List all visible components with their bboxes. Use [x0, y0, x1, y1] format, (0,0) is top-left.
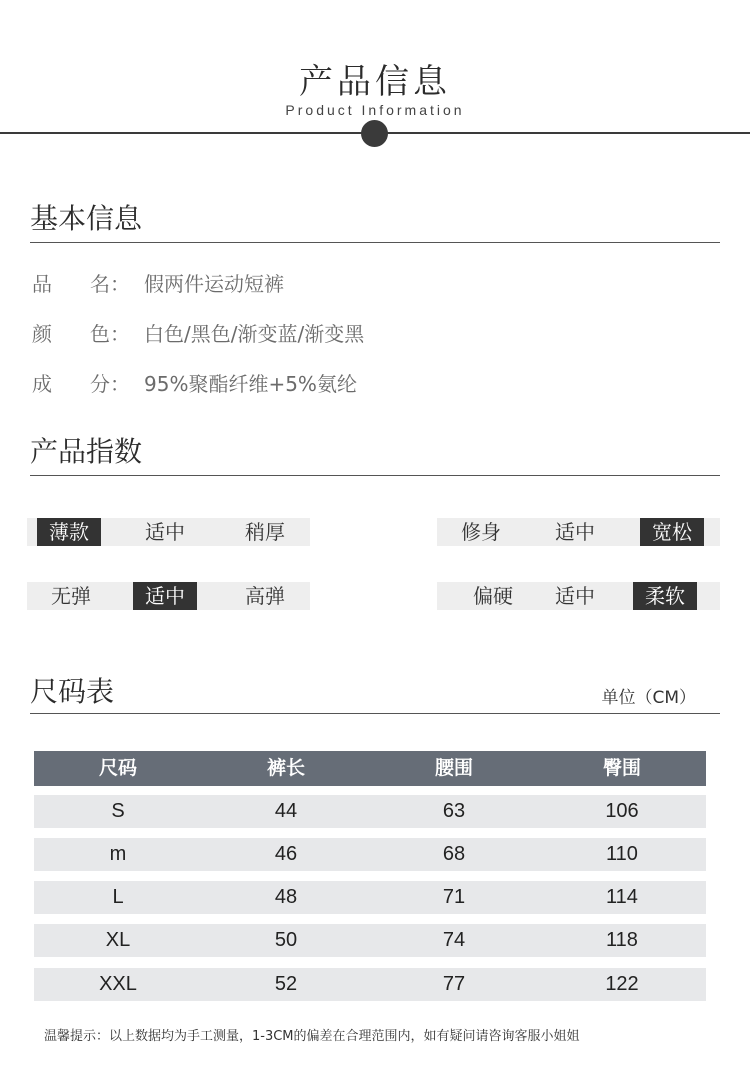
- table-row: [34, 881, 706, 914]
- fit-option-slim: 修身: [461, 520, 501, 544]
- size-table-header: [34, 751, 706, 786]
- softness-scale: [437, 582, 720, 610]
- size-chart-title: 尺码表: [30, 675, 115, 708]
- info-value: 假两件运动短裤: [144, 272, 284, 296]
- fit-scale: [437, 518, 720, 546]
- table-cell: 52: [274, 973, 298, 995]
- column-header: 腰围: [434, 757, 473, 779]
- elasticity-option-none: 无弹: [51, 584, 91, 608]
- softness-option-medium: 适中: [555, 584, 595, 608]
- size-chart-unit: 单位（CM）: [601, 688, 696, 708]
- info-row-name: [32, 268, 284, 297]
- table-cell: 77: [442, 973, 466, 995]
- column-header: 臀围: [602, 757, 641, 779]
- table-cell: 110: [606, 843, 638, 865]
- table-cell: 122: [605, 973, 639, 995]
- table-cell: 106: [605, 800, 639, 822]
- info-label: 颜: [32, 322, 52, 346]
- table-cell: L: [112, 886, 124, 908]
- measurement-note: 温馨提示：以上数据均为手工测量，1-3CM的偏差在合理范围内，如有疑问请咨询客服小姐姐: [44, 1029, 580, 1044]
- table-cell: m: [109, 843, 127, 865]
- elasticity-option-high: 高弹: [245, 584, 285, 608]
- table-cell: 46: [274, 843, 298, 865]
- table-row: [34, 838, 706, 871]
- thickness-option-thin: 薄款: [37, 518, 101, 546]
- table-row: [34, 968, 706, 1001]
- table-cell: 68: [442, 843, 466, 865]
- thickness-scale: [27, 518, 310, 546]
- info-value: 95%聚酯纤维+5%氨纶: [144, 372, 357, 396]
- table-row: [34, 795, 706, 828]
- thickness-option-thick: 稍厚: [245, 520, 285, 544]
- softness-option-hard: 偏硬: [473, 584, 513, 608]
- table-cell: 48: [274, 886, 298, 908]
- table-cell: 118: [606, 929, 638, 951]
- fit-option-loose: 宽松: [640, 518, 704, 546]
- info-row-material: [32, 368, 357, 397]
- table-cell: 74: [442, 929, 466, 951]
- info-label: 色：: [90, 322, 130, 346]
- column-header: 尺码: [98, 757, 137, 779]
- page-subtitle: Product Information: [285, 102, 465, 118]
- header-dot-icon: [361, 120, 388, 147]
- info-label: 分：: [90, 372, 130, 396]
- softness-option-soft: 柔软: [633, 582, 697, 610]
- table-cell: XL: [105, 929, 131, 951]
- table-cell: XXL: [99, 973, 137, 995]
- basic-info-divider: [30, 242, 720, 243]
- table-cell: 50: [274, 929, 298, 951]
- info-label: 品: [32, 272, 52, 296]
- info-label: 名：: [90, 272, 130, 296]
- size-chart-divider: [30, 713, 720, 714]
- table-cell: 44: [274, 800, 298, 822]
- table-cell: 63: [442, 800, 466, 822]
- info-row-color: [32, 318, 364, 347]
- elasticity-scale: [27, 582, 310, 610]
- product-index-title: 产品指数: [30, 435, 143, 468]
- product-index-divider: [30, 475, 720, 476]
- basic-info-title: 基本信息: [30, 202, 143, 235]
- fit-option-medium: 适中: [555, 520, 595, 544]
- table-cell: 71: [442, 886, 466, 908]
- page-title: 产品信息: [299, 62, 451, 102]
- elasticity-option-medium: 适中: [133, 582, 197, 610]
- info-label: 成: [32, 372, 52, 396]
- info-value: 白色/黑色/渐变蓝/渐变黑: [144, 322, 365, 346]
- table-cell: S: [111, 800, 125, 822]
- table-row: [34, 924, 706, 957]
- table-cell: 114: [606, 886, 638, 908]
- column-header: 裤长: [266, 757, 305, 779]
- thickness-option-medium: 适中: [145, 520, 185, 544]
